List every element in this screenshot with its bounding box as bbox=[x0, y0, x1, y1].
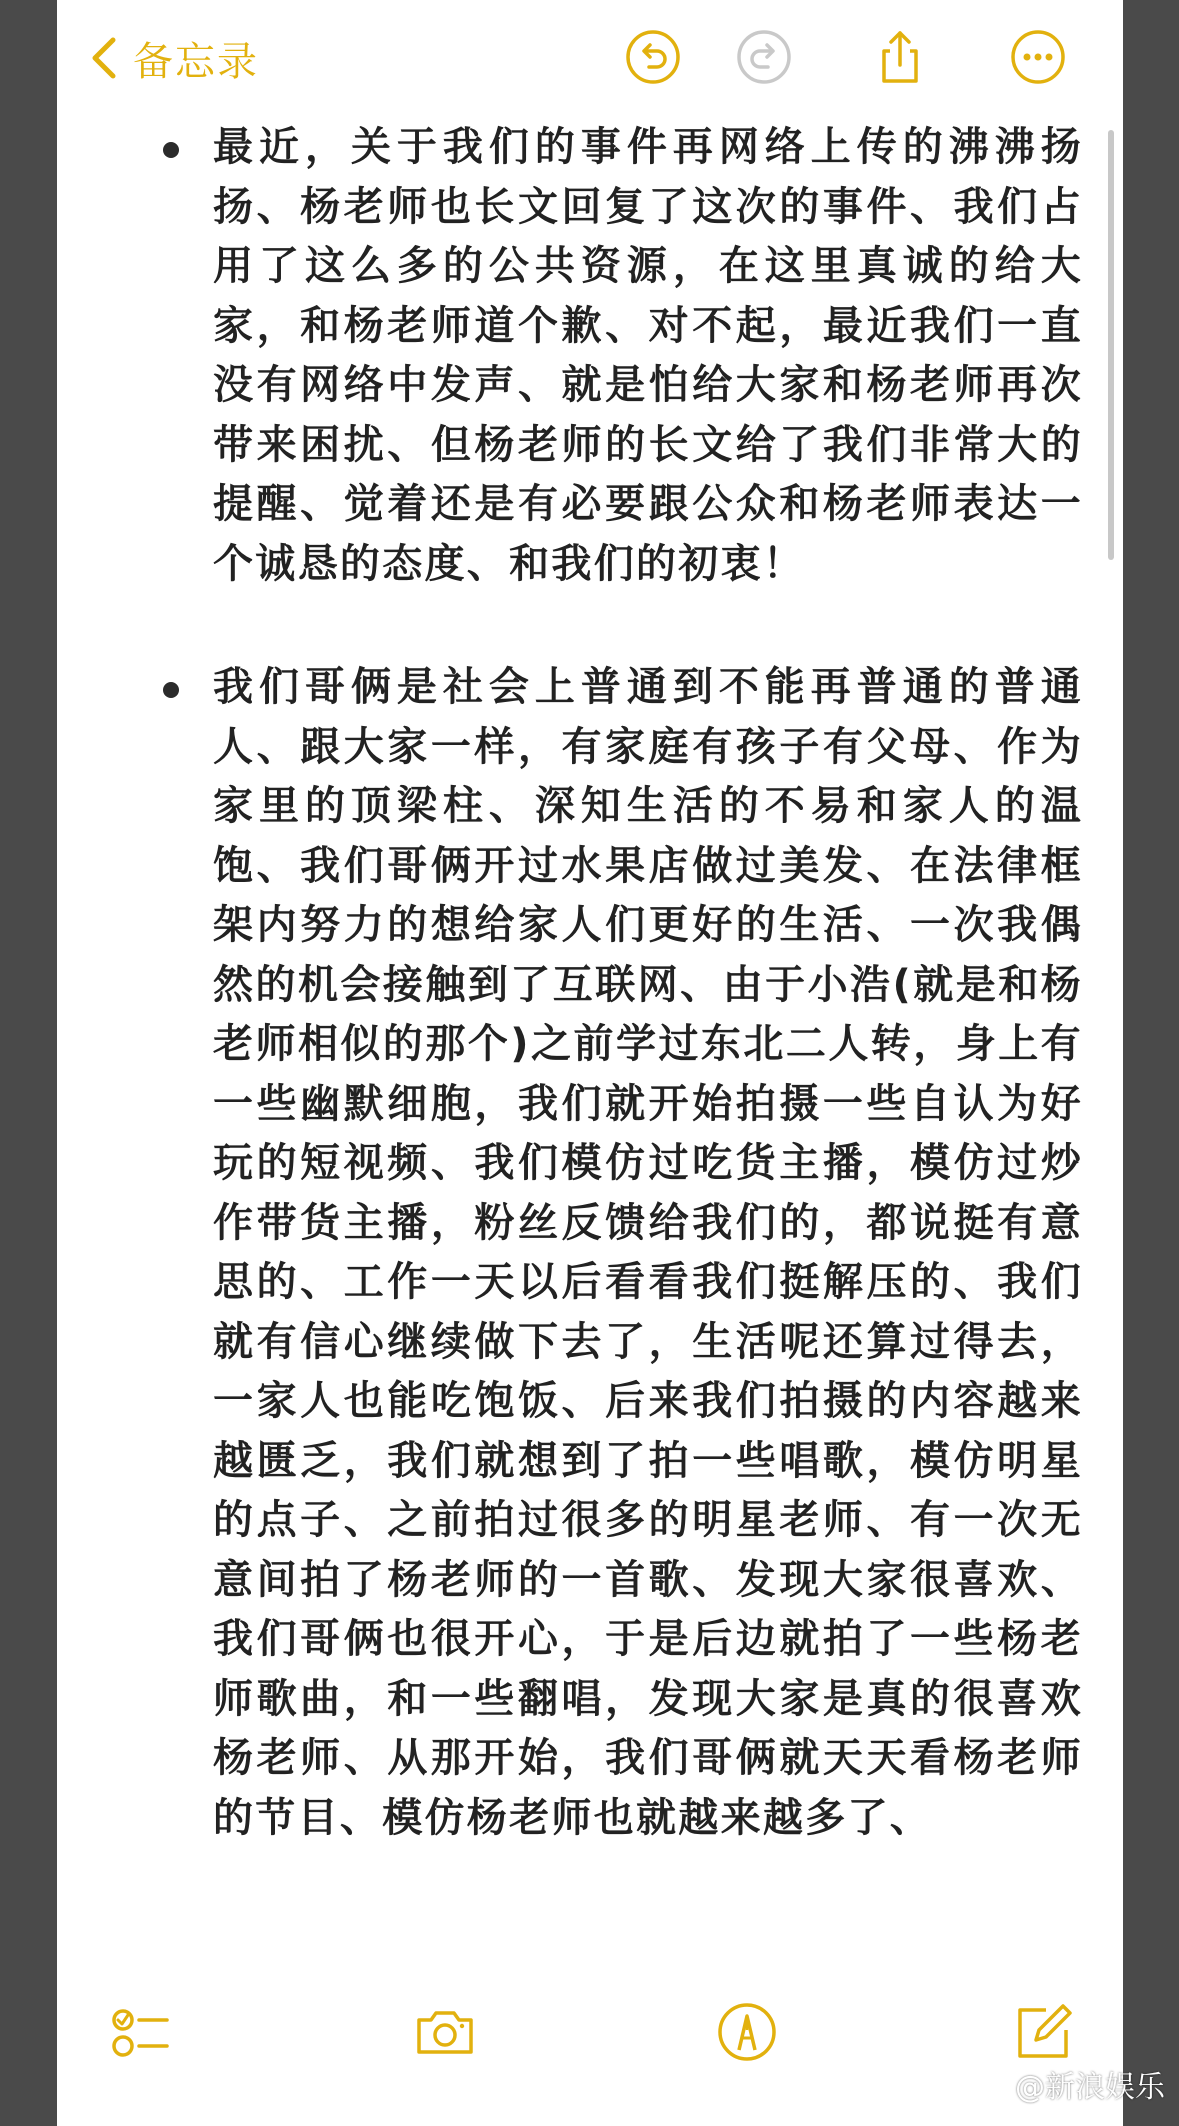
scrollbar[interactable] bbox=[1108, 130, 1114, 560]
more-icon bbox=[1010, 29, 1066, 85]
back-label: 备忘录 bbox=[133, 38, 259, 85]
camera-button[interactable] bbox=[413, 2000, 477, 2064]
back-button[interactable] bbox=[87, 28, 259, 88]
markup-button[interactable] bbox=[715, 2000, 779, 2064]
note-paragraph: 最近，关于我们的事件再网络上传的沸沸扬扬、杨老师也长文回复了这次的事件、我们占用了这么多的公共资源，在这里真诚的给大家，和杨老师道个歉、对不起，最近我们一直没有网络中发声、就是怕给大家和杨老师再次带来困扰、但杨老师的长文给了我们非常大的提醒、觉着还是有必要跟公众和杨老师表达一个诚恳的态度、和我们的初衷！ bbox=[213, 124, 1083, 587]
top-toolbar bbox=[57, 0, 1123, 120]
chevron-left-icon bbox=[87, 34, 121, 82]
camera-icon bbox=[413, 2000, 477, 2064]
bottom-toolbar bbox=[57, 1980, 1123, 2090]
undo-button[interactable] bbox=[625, 29, 681, 85]
checklist-button[interactable] bbox=[109, 2000, 173, 2064]
bullet-icon bbox=[163, 142, 179, 158]
undo-icon bbox=[625, 29, 681, 85]
compose-icon bbox=[1012, 2000, 1076, 2064]
bullet-icon bbox=[163, 682, 179, 698]
compose-button[interactable] bbox=[1012, 2000, 1076, 2064]
markup-pen-icon bbox=[715, 2000, 779, 2064]
checklist-icon bbox=[109, 2000, 173, 2064]
share-button[interactable] bbox=[872, 29, 928, 85]
watermark-text: @新浪娱乐 bbox=[1015, 2070, 1165, 2105]
note-paragraph: 我们哥俩是社会上普通到不能再普通的普通人、跟大家一样，有家庭有孩子有父母、作为家里的顶梁柱、深知生活的不易和家人的温饱、我们哥俩开过水果店做过美发、在法律框架内努力的想给家人们更好的生活、一次我偶然的机会接触到了互联网、由于小浩(就是和杨老师相似的那个)之前学过东北二人转，身上有一些幽默细胞，我们就开始拍摄一些自认为好玩的短视频、我们模仿过吃货主播，模仿过炒作带货主播，粉丝反馈给我们的，都说挺有意思的、工作一天以后看看我们挺解压的、我们就有信心继续做下去了，生活呢还算过得去，一家人也能吃饱饭、后来我们拍摄的内容越来越匮乏，我们就想到了拍一些唱歌，模仿明星的点子、之前拍过很多的明星老师、有一次无意间拍了杨老师的一首歌、发现大家很喜欢、我们哥俩也很开心，于是后边就拍了一些杨老师歌曲，和一些翻唱，发现大家是真的很喜欢杨老师、从那开始，我们哥俩就天天看杨老师的节目、模仿杨老师也就越来越多了、 bbox=[213, 664, 1083, 1841]
weibo-logo-icon bbox=[969, 2067, 1009, 2101]
watermark bbox=[969, 2062, 1165, 2106]
redo-button[interactable] bbox=[736, 29, 792, 85]
share-icon bbox=[872, 29, 928, 85]
redo-icon bbox=[736, 29, 792, 85]
more-button[interactable] bbox=[1010, 29, 1066, 85]
